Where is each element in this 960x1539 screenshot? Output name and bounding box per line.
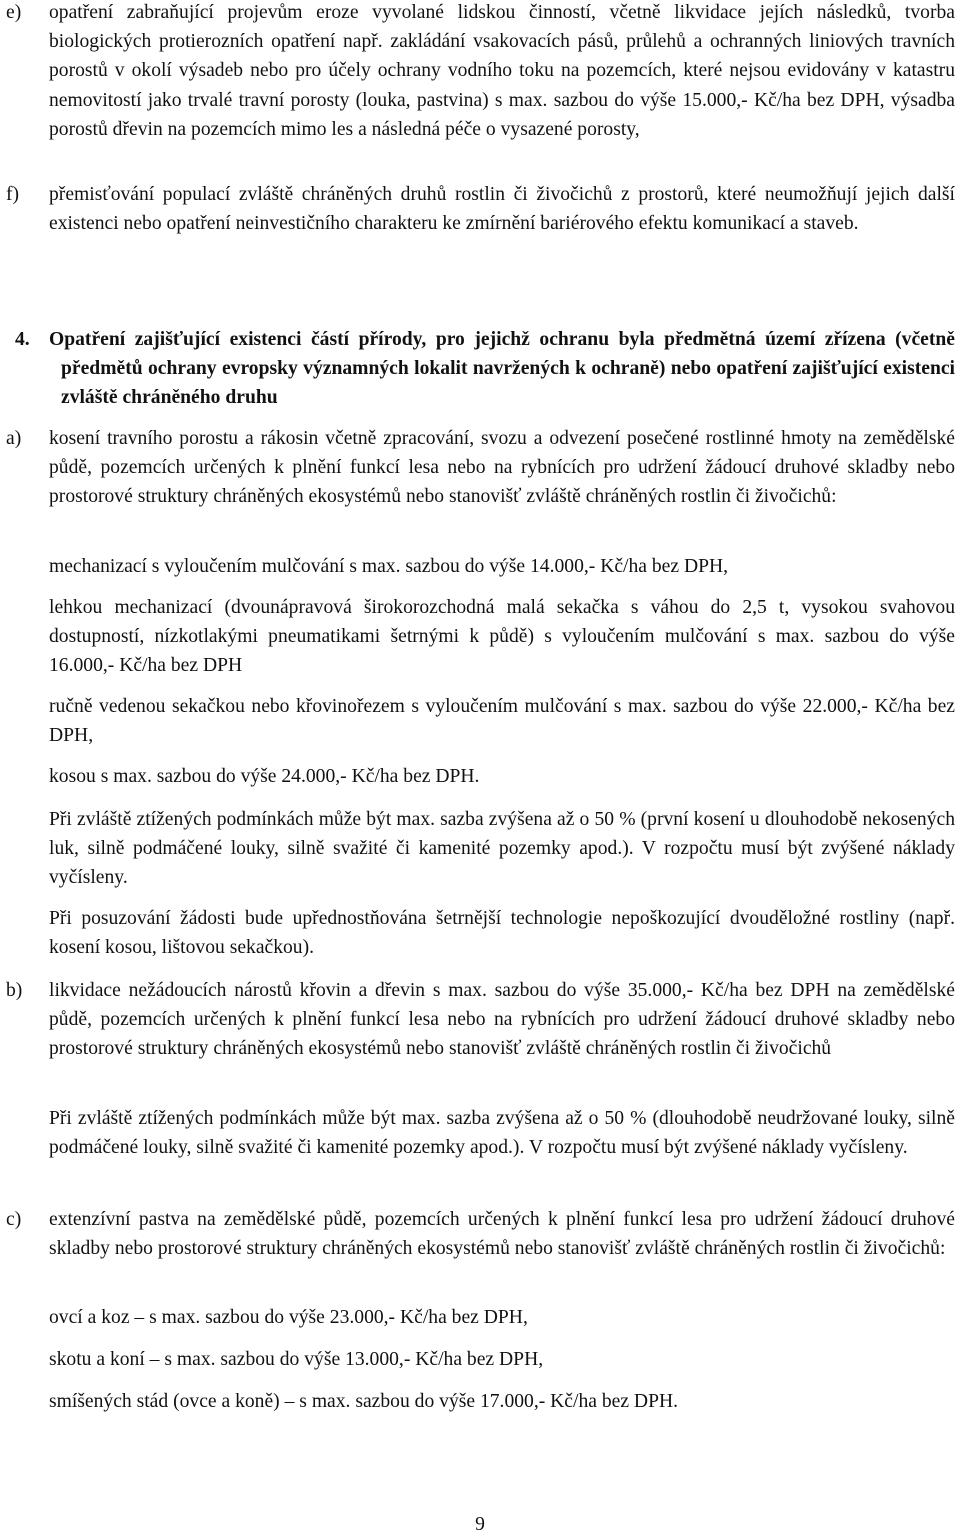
section-heading (0, 325, 955, 413)
paragraph: Při zvláště ztížených podmínkách může být max. sazba zvýšena až o 50 % (první kosení u dlouhodobě nekosených luk, silně podmáčené louky, silně svažité či kamenité pozemky apod.). V rozpočtu musí být zvýšené náklady vyčísleny. (49, 809, 955, 889)
list-item-e (0, 0, 955, 144)
paragraph: skotu a koní – s max. sazbou do výše 13.000,- Kč/ha bez DPH, (49, 1349, 544, 1370)
paragraph: ručně vedenou sekačkou nebo křovinořezem s vyloučením mulčování s max. sazbou do výše 22.000,- Kč/ha bez DPH, (49, 696, 955, 747)
paragraph: lehkou mechanizací (dvounápravová širokorozchodná malá sekačka s váhou do 2,5 t, vysokou svahovou dostupností, nízkotlakými pneumatikami šetrnými k půdě) s vyloučením mulčování s max. sazbou do výše 16.000,- Kč/ha bez DPH (49, 597, 955, 677)
list-item-a (0, 424, 955, 512)
list-marker: c) (6, 1209, 22, 1230)
list-item-text: opatření zabraňující projevům eroze vyvolané lidskou činností, včetně likvidace jejích následků, tvorba biologických protierozních opatření např. zakládání vsakovacích pásů, průlehů a ochranných liniových travních porostů v okolí výsadeb nebo pro účely ochrany vodního toku na pozemcích, které nejsou evidovány v katastru nemovitostí jako trvalé travní porosty (louka, pastvina) s max. sazbou do výše 15.000,- Kč/ha bez DPH, výsadba porostů dřevin na pozemcích mimo les a následná péče o vysazené porosty, (49, 2, 955, 140)
list-item-text: extenzívní pastva na zemědělské půdě, pozemcích určených k plnění funkcí lesa pro udržení žádoucí druhové skladby nebo prostorové struktury chráněných ekosystémů nebo stanovišť zvláště chráněných rostlin či živočichů: (49, 1209, 955, 1260)
section-title: Opatření zajišťující existenci částí přírody, pro jejichž ochranu byla předmětná území zřízena (včetně předmětů ochrany evropsky významných lokalit navržených k ochraně) nebo opatření zajišťující existenci zvláště chráněného druhu (49, 329, 955, 409)
list-marker: f) (6, 184, 20, 205)
list-marker: e) (6, 2, 22, 23)
list-marker: a) (6, 428, 22, 449)
list-item-text: přemisťování populací zvláště chráněných druhů rostlin či živočichů z prostorů, které neumožňují jejich další existenci nebo opatření neinvestičního charakteru ke zmírnění bariérového efektu komunikací a staveb. (49, 184, 955, 235)
list-marker: b) (6, 980, 23, 1001)
paragraph: Při zvláště ztížených podmínkách může být max. sazba zvýšena až o 50 % (dlouhodobě neudržované louky, silně podmáčené louky, silně svažité či kamenité pozemky apod.). V rozpočtu musí být zvýšené náklady vyčísleny. (49, 1108, 955, 1159)
list-item-c (0, 1205, 955, 1263)
paragraph: Při posuzování žádosti bude upřednostňována šetrnější technologie nepoškozující dvouděložné rostliny (např. kosení kosou, lištovou sekačkou). (49, 908, 955, 959)
list-item-text: likvidace nežádoucích nárostů křovin a dřevin s max. sazbou do výše 35.000,- Kč/ha bez DPH na zemědělské půdě, pozemcích určených k plnění funkcí lesa nebo na rybnících pro udržení žádoucí druhové skladby nebo prostorové struktury chráněných ekosystémů nebo stanovišť zvláště chráněných rostlin či živočichů (49, 980, 955, 1060)
paragraph: ovcí a koz – s max. sazbou do výše 23.000,- Kč/ha bez DPH, (49, 1307, 528, 1328)
section-number: 4. (15, 329, 30, 350)
list-item-f (0, 180, 955, 238)
list-item-b (0, 976, 955, 1064)
list-item-text: kosení travního porostu a rákosin včetně zpracování, svozu a odvezení posečené rostlinné hmoty na zemědělské půdě, pozemcích určených k plnění funkcí lesa nebo na rybnících pro udržení žádoucí druhové skladby nebo prostorové struktury chráněných ekosystémů nebo stanovišť zvláště chráněných rostlin či živočichů: (49, 428, 955, 508)
page-number: 9 (475, 1514, 485, 1535)
paragraph: mechanizací s vyloučením mulčování s max. sazbou do výše 14.000,- Kč/ha bez DPH, (49, 556, 729, 577)
paragraph: kosou s max. sazbou do výše 24.000,- Kč/ha bez DPH. (49, 766, 480, 787)
paragraph: smíšených stád (ovce a koně) – s max. sazbou do výše 17.000,- Kč/ha bez DPH. (49, 1391, 679, 1412)
